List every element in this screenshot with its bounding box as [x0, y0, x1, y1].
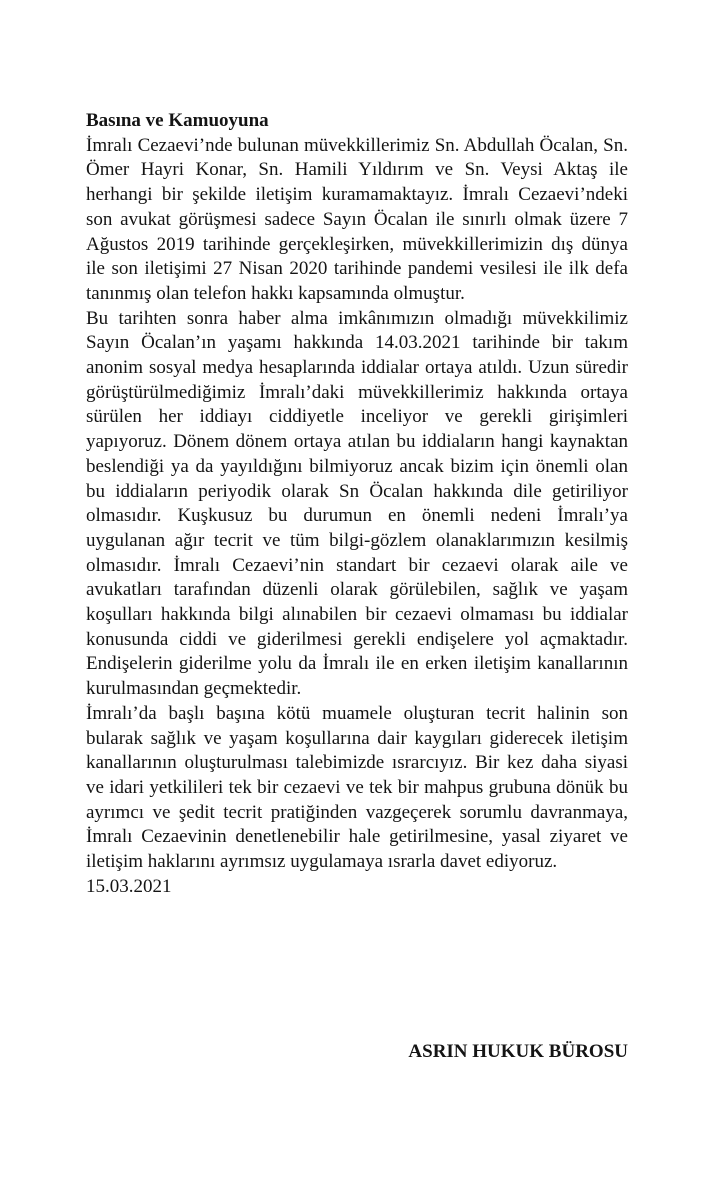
- press-statement: [86, 109, 628, 900]
- paragraph-1: İmralı Cezaevi’nde bulunan müvekkillerimiz Sn. Abdullah Öcalan, Sn. Ömer Hayri Konar, Sn. Hamili Yıldırım ve Sn. Veysi Aktaş ile herhangi bir şekilde iletişim kuramamaktayız. İmralı Cezaevi’ndeki son avukat görüşmesi sadece Sayın Öcalan ile sınırlı olmak üzere 7 Ağustos 2019 tarihinde gerçekleşirken, müvekkillerimizin dış dünya ile son iletişimi 27 Nisan 2020 tarihinde pandemi vesilesi ile ilk defa tanınmış olan telefon hakkı kapsamında olmuştur.: [86, 134, 628, 304]
- statement-date: 15.03.2021: [86, 875, 172, 897]
- statement-heading: Basına ve Kamuoyuna: [86, 110, 269, 131]
- paragraph-3: İmralı’da başlı başına kötü muamele oluşturan tecrit halinin son bularak sağlık ve yaşam koşullarına dair kaygıları giderecek iletişim kanallarının oluşturulması talebimizde ısrarcıyız. Bir kez daha siyasi ve idari yetkilileri tek bir cezaevi ve tek bir mahpus grubuna dönük bu ayrımcı ve şedit tecrit pratiğinden vazgeçerek sorumlu davranmaya, İmralı Cezaevinin denetlenebilir hale getirilmesine, yasal ziyaret ve iletişim haklarını ayrımsız uygulamaya ısrarla davet ediyoruz.: [86, 702, 628, 873]
- paragraph-2: Bu tarihten sonra haber alma imkânımızın olmadığı müvekkilimiz Sayın Öcalan’ın yaşamı hakkında 14.03.2021 tarihinde bir takım anonim sosyal medya hesaplarında iddialar ortaya atıldı. Uzun süredir görüştürülmediğimiz İmralı’daki müvekkillerimiz hakkında ortaya sürülen her iddiayı ciddiyetle inceliyor ve gerekli girişimleri yapıyoruz. Dönem dönem ortaya atılan bu iddiaların hangi kaynaktan beslendiği ya da yayıldığını bilmiyoruz ancak bizim için önemli olan bu iddiaların periyodik olarak Sn Öcalan hakkında dile getiriliyor olmasıdır. Kuşkusuz bu durumun en önemli nedeni İmralı’ya uygulanan ağır tecrit ve tüm bilgi-gözlem olanaklarımızın kesilmiş olmasıdır. İmralı Cezaevi’nin standart bir cezaevi olarak aile ve avukatları tarafından düzenli olarak görülebilen, sağlık ve yaşam koşulları hakkında bilgi alınabilen bir cezaevi olmaması bu iddialar konusunda ciddi ve giderilmesi gerekli endişelere yol açmaktadır. Endişelerin giderilme yolu da İmralı ile en erken iletişim kanallarının kurulmasından geçmektedir.: [86, 307, 628, 700]
- signature-office-name: ASRIN HUKUK BÜROSU: [408, 1041, 628, 1062]
